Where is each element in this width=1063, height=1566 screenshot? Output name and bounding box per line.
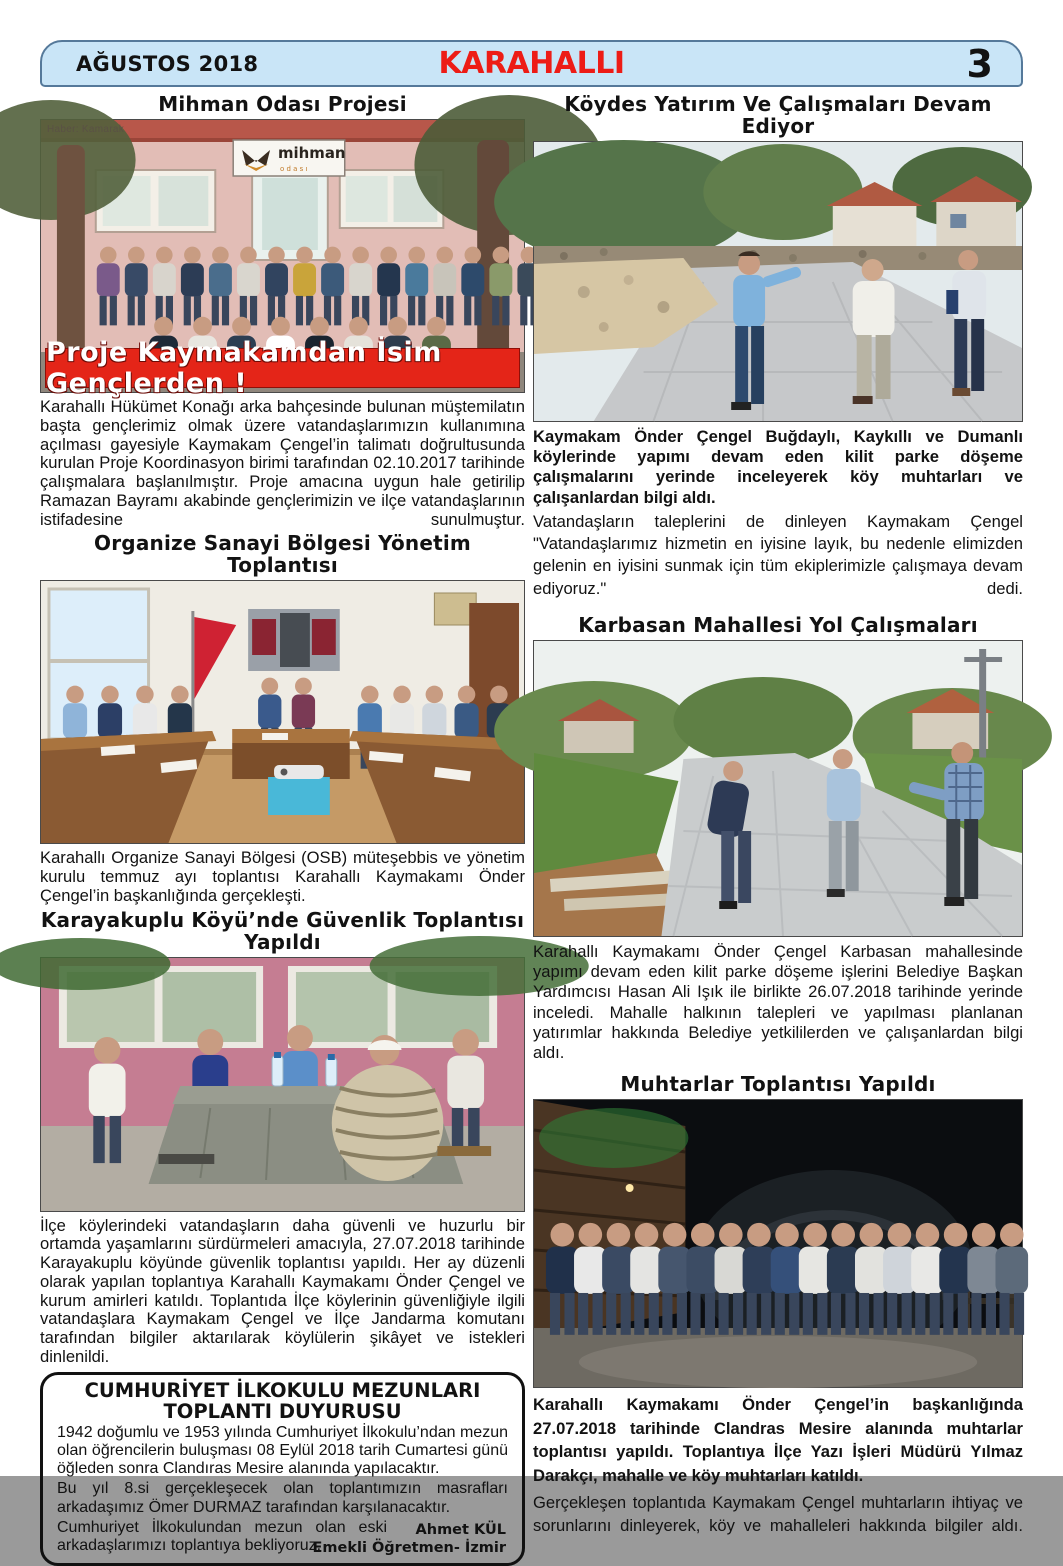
notice-paragraph-2: Bu yıl 8.si gerçekleşecek olan toplantımızın masrafları arkadaşımız Ömer DURMAZ tarafından karşılanacaktır. [57, 1480, 508, 1516]
photo-muhtarlar-night [533, 1099, 1023, 1388]
article-koydes-body: Vatandaşların taleplerini de dinleyen Kaymakam Çengel "Vatandaşlarımız hizmetin en iyisine layık, bu nedenle elimizden gelenin en iyisini sunmak için tüm ekiplerimizle çalışmaya devam ediyoruz." dedi. [533, 511, 1023, 600]
headline-koydes: Köydes Yatırım Ve Çalışmaları Devam Ediyor [533, 93, 1023, 137]
photo-osb-illustration [41, 581, 524, 843]
headline-osb-toplanti: Organize Sanayi Bölgesi Yönetim Toplantısı [40, 532, 525, 576]
photo-koydes-inspection [533, 141, 1023, 422]
notice-paragraph-3: Cumhuriyet İlkokulundan mezun olan eski arkadaşlarımızı toplantıya bekliyoruz. [57, 1519, 387, 1555]
notice-title-line2: TOPLANTI DUYURUSU [57, 1401, 508, 1422]
notice-signature [313, 1522, 507, 1557]
notice-paragraph-1: 1942 doğumlu ve 1953 yılında Cumhuriyet İlkokulu’ndan mezun olan öğrencilerin buluşması 08 Eylül 2018 tarih Cumartesi günü öğleden sonra Clandıras Mesire alanında yapılacaktır. [57, 1424, 508, 1479]
issue-date: AĞUSTOS 2018 [76, 52, 258, 76]
photo-credit: Haber: Kamarak [47, 124, 124, 135]
article-karbasan-body: Karahallı Kaymakamı Önder Çengel Karbasan mahallesinde yapımı devam eden kilit parke döşeme işlerini Belediye Başkan Yardımcısı Hasan Ali Işık ile birlikte 26.07.2018 tarihinde yerinde inceledi. Mahalle halkının talepleri ve yapılması planlanan yatırımlar hakkında Belediye yetkililerden ve çalışanlardan bilgi aldı. [533, 942, 1023, 1063]
article-osb-body: Karahallı Organize Sanayi Bölgesi (OSB) müteşebbis ve yönetim kurulu temmuz ayı toplantısı Karahallı Kaymakamı Önder Çengel’in başkanlığında gerçekleşti. [40, 849, 525, 905]
header-bar [40, 40, 1023, 87]
headline-karbasan: Karbasan Mahallesi Yol Çalışmaları [533, 614, 1023, 636]
article-karayakuplu-body: İlçe köylerindeki vatandaşların daha güvenli ve huzurlu bir ortamda yaşamlarını sürdürmeleri amacıyla, 27.07.2018 tarihinde Karayakuplu köyünde güvenlik toplantısı yapıldı. Her ay düzenli olarak yapılan toplantıya Karahallı Kaymakamı Önder Çengel ve kurum amirleri katıldı. Toplantıda İlçe köylerinin güvenliğiyle ilgili vatandaşlara Kaymakam Çengel ve İlçe Jandarma komutanı tarafından bilgiler aktarılarak köylülerin şikâyet ve istekleri dinlenildi. [40, 1217, 525, 1367]
headline-muhtarlar: Muhtarlar Toplantısı Yapıldı [533, 1073, 1023, 1095]
photo-karbasan-road [533, 640, 1023, 937]
article-muhtarlar-body: Gerçekleşen toplantıda Kaymakam Çengel muhtarların ihtiyaç ve sorunlarını dinleyerek, köy ve mahalleleri hakkında bilgiler aldı. [533, 1491, 1023, 1538]
photo-muhtarlar-illustration [534, 1100, 1022, 1387]
article-muhtarlar-lead: Karahallı Kaymakamı Önder Çengel’in başkanlığında 27.07.2018 tarihinde Clandras Mesire alanında muhtarlar toplantısı yapıldı. Toplantıya İlçe Yazı İşleri Müdürü Yılmaz Darakçı, mahalle ve köy muhtarları katıldı. [533, 1393, 1023, 1487]
page-number: 3 [967, 42, 993, 86]
article-koydes-lead: Kaymakam Önder Çengel Buğdaylı, Kaykıllı ve Dumanlı köylerinde yapımı devam eden kilit parke döşeme çalışmalarını yerinde inceleyerek köy muhtarları ve çalışanlardan bilgi aldı. [533, 427, 1023, 508]
notice-box [40, 1372, 525, 1566]
right-column [533, 92, 1023, 1541]
signature-role: Emekli Öğretmen- İzmir [313, 1540, 507, 1557]
masthead-title: KARAHALLI [42, 46, 1021, 81]
photo-koydes-illustration [534, 142, 1022, 421]
article-mihman-body: Karahallı Hükümet Konağı arka bahçesinde bulunan müştemilatın başta gençlerimiz olmak üzere vatandaşlarımızın kullanımına açılması gayesiyle Kaymakam Çengel’in talimatı doğrultusunda kurulan Proje Koordinasyon birimi tarafından 02.10.2017 tarihinde çalışmalara başlanılmıştır. Proje amacına uygun hale getirilip Ramazan Bayramı akabinde gençlerimizin ve ilçe vatandaşlarının istifadesine sunulmuştur. [40, 398, 525, 529]
photo-mihman-group [40, 119, 525, 393]
mihman-sign-subtext: o d a s ı [280, 165, 307, 173]
mihman-sign-text: mihman [278, 144, 346, 162]
photo-karayakuplu-illustration [41, 958, 524, 1211]
photo-banner-caption: Proje Kaymakamdan İsim Gençlerden ! [45, 348, 520, 388]
headline-karayakuplu: Karayakuplu Köyü’nde Güvenlik Toplantısı Yapıldı [40, 909, 525, 953]
photo-karayakuplu-meeting [40, 957, 525, 1212]
photo-karbasan-illustration [534, 641, 1022, 936]
signature-name: Ahmet KÜL [313, 1522, 507, 1539]
left-column [40, 92, 525, 1566]
photo-osb-meeting [40, 580, 525, 844]
notice-title-line1: CUMHURİYET İLKOKULU MEZUNLARI [57, 1380, 508, 1401]
headline-mihman-odasi: Mihman Odası Projesi [40, 93, 525, 115]
